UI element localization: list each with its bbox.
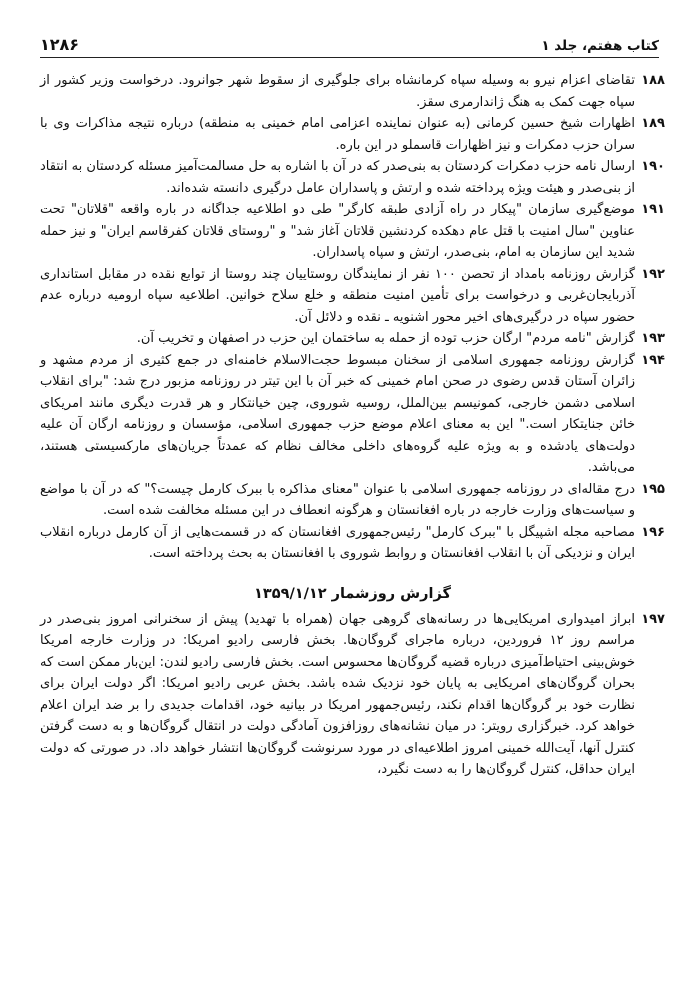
list-item [40,156,665,199]
item-text: درج مقاله‌ای در روزنامه جمهوری اسلامی با عنوان "معنای مذاکره با ببرک کارمل چیست؟" که در آن با مواضع و سیاست‌های وزارت خارجه در باره افغانستان و هرگونه انعطاف در این مسئله مخالفت شده است. [40,481,635,518]
item-number: ۱۹۰ [641,159,665,174]
list-item [40,328,665,350]
item-text: موضع‌گیری سازمان "پیکار در راه آزادی طبقه کارگر" طی دو اطلاعیه جداگانه در باره واقعه "قلاتان" تحت عناوین "سال امنیت با قتل عام دهکده کردنشین قلاتان آغاز شد" و "روستای قلاتان کفرقاسم ایران" و نیز حمله شدید این سازمان به امام، بنی‌صدر، ارتش و سپاه پاسداران. [40,202,635,260]
item-number: ۱۸۹ [641,116,665,131]
running-header [40,30,659,58]
list-item [40,113,665,156]
chronology-list [40,70,665,781]
item-text: ارسال نامه حزب دمکرات کردستان به بنی‌صدر که در آن با اشاره به حل مسالمت‌آمیز مسئله کردستان به انتقاد از بنی‌صدر و هیئت ویژه پرداخته شده و ارتش و پاسداران عامل درگیری دانسته شده‌اند. [40,159,635,196]
item-text: گزارش روزنامه بامداد از تحصن ۱۰۰ نفر از نمایندگان روستاییان چند روستا از توابع نقده در مقابل استانداری آذربایجان‌غربی و درخواست برای تأمین امنیت منطقه و خلع سلاح خوانین. اطلاعیه سپاه ارومیه درباره عدم حضور سپاه در درگیری‌های اخیر محور اشنویه ـ نقده و دلائل آن. [40,266,636,325]
page-number: ۱۲۸۶ [40,35,80,54]
item-number: ۱۹۷ [641,611,665,627]
section-title: گزارش روزشمار ۱۳۵۹/۱/۱۲ [254,585,451,602]
item-number: ۱۹۳ [641,331,665,346]
item-text: ابراز امیدواری امریکایی‌ها در رسانه‌های گروهی جهان (همراه با تهدید) پیش از سخنرانی امروز بنی‌صدر در مراسم روز ۱۲ فروردین، درباره ماجرای گروگان‌ها. بخش فارسی رادیو امریکا: در وزارت خارجه امریکا خوش‌بینی احتیاط‌آمیزی درباره قضیه گروگان‌ها محسوس است. بخش فارسی رادیو لندن: این‌بار ممکن است که بحران گروگان‌های امریکایی به پایان خود نزدیک شده باشد. بخش عربی رادیو امریکا: اگر دولت ایران برای نظارت خود بر گروگان‌ها اقدام نکند، رئیس‌جمهور امریکا در بیانیه خود، اقدامات جدیدی را بر ضد ایران اعلام خواهد کرد. خبرگزاری رویتر: در میان نشانه‌های روزافزون آمادگی دولت در انتقال گروگان‌ها و به دست گرفتن کنترل آنها، آیت‌الله خمینی امروز اطلاعیه‌ای در مورد سرنوشت گروگان‌ها انتشار خواهد داد. در صورتی که دولت ایران حداقل، کنترل گروگان‌ها را به دست نگیرد، [40,611,636,777]
item-number: ۱۹۵ [641,481,665,497]
list-item [40,350,665,479]
item-number: ۱۸۸ [641,73,665,88]
item-number: ۱۹۶ [641,524,665,540]
item-text: مصاحبه مجله اشپیگل با "ببرک کارمل" رئیس‌جمهوری افغانستان که در قسمت‌هایی از آن کارمل درباره انقلاب ایران و نزدیکی آن با انقلاب افغانستان و روابط شوروی با افغانستان به بحث پرداخته است. [40,524,635,561]
list-item [40,609,665,781]
item-text: گزارش روزنامه جمهوری اسلامی از سخنان مبسوط حجت‌الاسلام خامنه‌ای در جمع کثیری از مردم مشهد و زائران آستان قدس رضوی در صحن امام خمینی که خبر آن با این تیتر در روزنامه مزبور درج شد: "برای انقلاب اسلامی دشمن خارجی، کمونیسم بین‌الملل، روسیه شوروی، چین خیانتکار و هر قدرت دیگری مانند امریکای خائن جنایتکار است." این به معنای اعلام موضع حزب جمهوری اسلامی، مؤسسان و روزنامه ارگان آن علیه دولت‌های یادشده و به ویژه علیه گروه‌های داخلی مخالف نظام که عمدتاً جریان‌های مارکسیستی هستند، می‌باشد. [40,352,635,475]
list-item [40,479,665,522]
list-item [40,199,665,264]
item-text: گزارش "نامه مردم" ارگان حزب توده از حمله به ساختمان این حزب در اصفهان و تخریب آن. [136,331,635,346]
item-text: اظهارات شیخ حسین کرمانی (به عنوان نماینده اعزامی امام خمینی به منطقه) درباره نتیجه مذاکرات وی با سران حزب دمکرات و نیز اظهارات قاسملو در این باره. [40,116,635,153]
list-item [40,522,665,565]
list-item [40,70,665,113]
item-number: ۱۹۲ [641,266,665,282]
item-text: تقاضای اعزام نیرو به وسیله سپاه کرمانشاه برای جلوگیری از سقوط شهر جوانرود. درخواست وزیر کشور از سپاه جهت کمک به هنگ ژاندارمری سقز. [40,73,635,110]
book-title: کتاب هفتم، جلد ۱ [541,38,659,54]
item-number: ۱۹۴ [641,352,665,368]
list-item [40,264,665,329]
item-number: ۱۹۱ [641,202,665,217]
